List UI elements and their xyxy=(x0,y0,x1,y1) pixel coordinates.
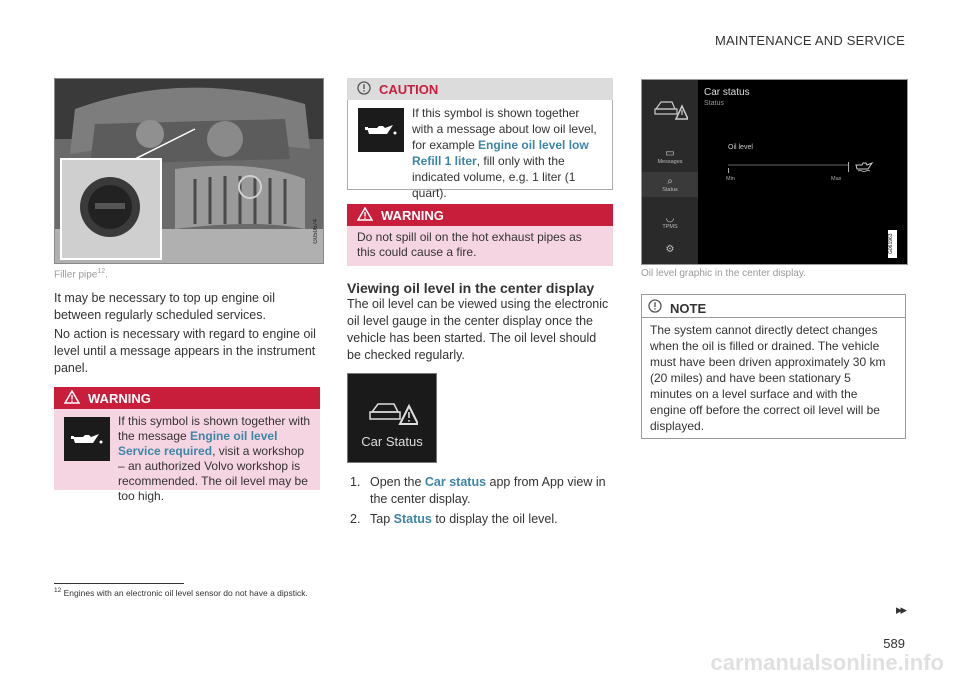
page-number: 589 xyxy=(883,636,905,651)
ui-side-settings-icon: ⚙ xyxy=(665,244,675,255)
warning-triangle-icon xyxy=(357,207,373,224)
ui-title: Car status xyxy=(704,87,750,98)
note-header xyxy=(648,299,706,318)
center-display-screenshot xyxy=(641,79,908,265)
gauge-max-label: Max xyxy=(831,176,842,182)
engine-bay-photo xyxy=(54,78,324,264)
section-header: MAINTENANCE AND SERVICE xyxy=(714,33,905,48)
warning-title: WARNING xyxy=(88,390,151,406)
car-status-app-tile[interactable] xyxy=(347,373,437,463)
ui-subtitle: Status xyxy=(704,100,724,107)
warning-header-2 xyxy=(347,204,613,226)
oil-can-icon xyxy=(358,108,404,152)
section-heading: Viewing oil level in the center display xyxy=(347,280,595,296)
warning-header-1 xyxy=(54,387,320,409)
ui-caption: Oil level graphic in the center display. xyxy=(641,268,806,279)
warning-body-1 xyxy=(54,409,320,503)
oil-can-icon xyxy=(64,417,110,461)
warning-body-2 xyxy=(347,226,613,266)
oil-level-gauge xyxy=(728,164,848,166)
app-tile-label: Car Status xyxy=(361,434,423,449)
step-2: 2. Tap Status to display the oil level. xyxy=(350,512,558,526)
step-1: 1. Open the Car status app from App view in the center display. xyxy=(350,475,606,506)
car-warning-icon xyxy=(654,96,688,120)
next-page-arrows[interactable]: ▸▸ xyxy=(895,602,905,617)
gauge-max-tick xyxy=(848,162,849,172)
ui-image-code: G061963 xyxy=(888,230,897,258)
note-text: The system cannot directly detect changes when the oil is filled or drained. The vehicle must have been driven approximately 30 km (20 miles) and have been stationary 5 minutes on a level surface and with the engine off before the correct oil level will be displayed. xyxy=(650,323,886,433)
oil-can-icon xyxy=(854,160,876,172)
car-status-icon xyxy=(368,394,418,426)
warning-text-1: If this symbol is shown together with the message Engine oil level Service required, visit a workshop – an authorized Volvo workshop is recommended. The oil level may be too high. xyxy=(118,414,311,503)
warning-title: WARNING xyxy=(381,207,444,223)
caution-text: If this symbol is shown together with a message about low oil level, for example Engine oil level low Refill 1 liter, fill only with the indicated volume, e.g. 1 liter (1 quart). xyxy=(412,106,597,200)
warning-triangle-icon xyxy=(64,390,80,407)
note-divider xyxy=(642,317,905,318)
note-info-icon xyxy=(648,299,662,318)
photo-caption: Filler pipe$^{12}$. xyxy=(54,268,108,281)
gauge-min-tick xyxy=(728,168,729,173)
status-icon: ⌕ xyxy=(667,176,673,187)
photo-code: G050674 xyxy=(313,219,319,244)
gauge-min-label: Min xyxy=(726,176,735,182)
footnote-rule xyxy=(54,583,184,584)
caution-header xyxy=(347,78,613,100)
section-paragraph: The oil level can be viewed using the electronic oil level gauge in the center display once the vehicle has been started. The oil level should be checked regularly. xyxy=(347,297,609,362)
engine-bay-illustration xyxy=(55,79,323,263)
ui-side-messages: ▭ Messages xyxy=(642,148,698,165)
watermark: carmanualsonline.info xyxy=(710,650,944,675)
caution-exclamation-icon xyxy=(357,81,371,98)
ui-side-tpms: ◡ TPMS xyxy=(642,213,698,230)
footnote: $^{12}$ Engines with an electronic oil level sensor do not have a dipstick. xyxy=(54,587,308,598)
warning-text-2: Do not spill oil on the hot exhaust pipes as this could cause a fire. xyxy=(357,230,582,259)
caution-title: CAUTION xyxy=(379,81,439,97)
tpms-icon: ◡ xyxy=(665,213,675,224)
ui-sidebar xyxy=(642,80,698,264)
messages-icon: ▭ xyxy=(665,148,675,159)
note-box xyxy=(641,294,906,439)
note-title: NOTE xyxy=(670,301,707,316)
caution-body xyxy=(347,100,613,200)
intro-paragraph-1: It may be necessary to top up engine oil between regularly scheduled services. xyxy=(54,291,275,322)
ui-side-status: ⌕ Status xyxy=(642,172,698,197)
intro-paragraph-2: No action is necessary with regard to engine oil level until a message appears in the instrument panel. xyxy=(54,327,316,375)
caption-footnote-ref[interactable]: 12 xyxy=(97,268,106,275)
oil-level-label: Oil level xyxy=(728,144,753,151)
